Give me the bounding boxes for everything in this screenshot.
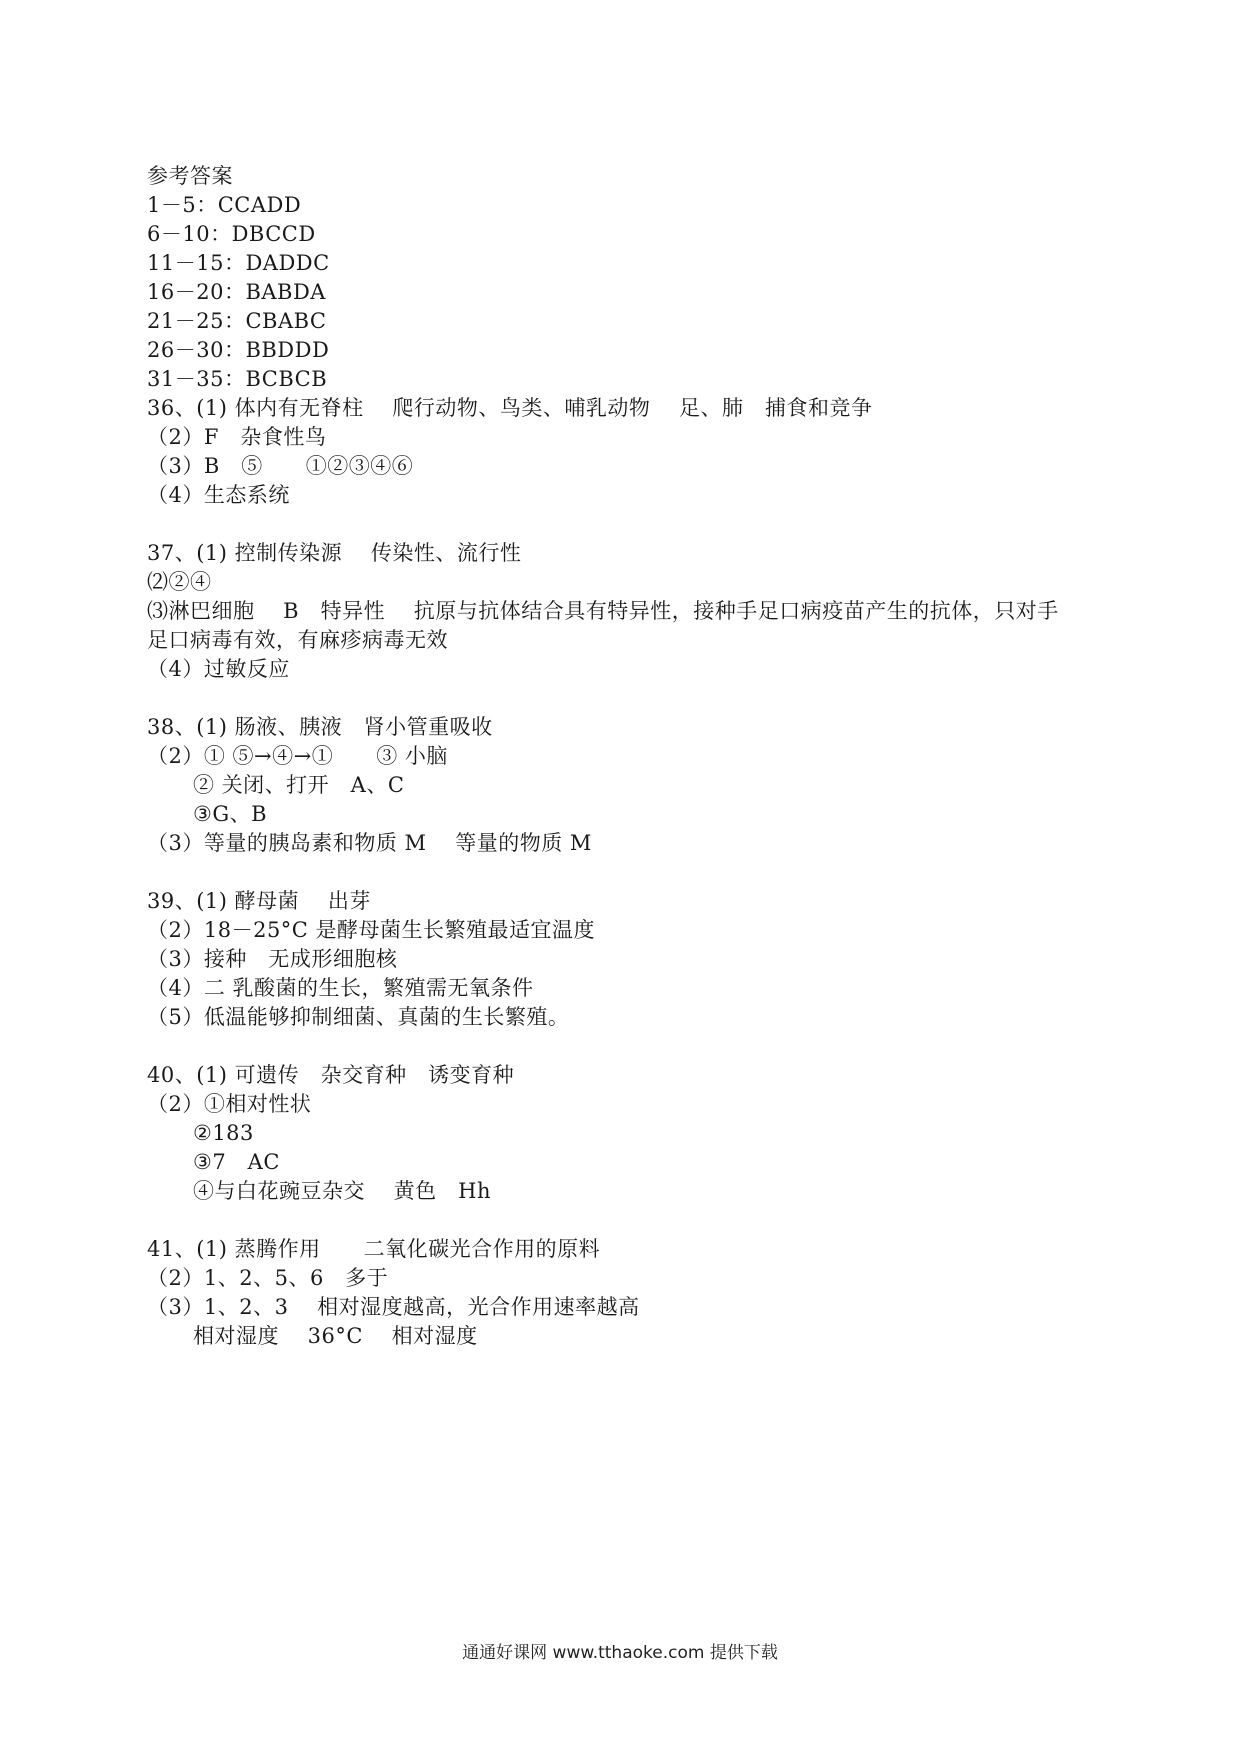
mc-answer-line: 21－25：CBABC	[147, 309, 327, 333]
q37-answer-line: 足口病毒有效，有麻疹病毒无效	[147, 628, 448, 652]
q37-answer-line: 37、(1) 控制传染源 传染性、流行性	[147, 541, 522, 565]
mc-answer-line: 31－35：BCBCB	[147, 367, 328, 391]
mc-answer-line: 1－5：CCADD	[147, 193, 302, 217]
q36-answer-line: （2）F 杂食性鸟	[147, 425, 327, 449]
q40-answer-line: 40、(1) 可遗传 杂交育种 诱变育种	[147, 1063, 515, 1087]
q36-answer-line: 36、(1) 体内有无脊柱 爬行动物、鸟类、哺乳动物 足、肺 捕食和竞争	[147, 396, 873, 420]
q40-answer-line: ②183	[193, 1121, 254, 1145]
q39-answer-line: （3）接种 无成形细胞核	[147, 947, 398, 971]
q38-answer-line: ② 关闭、打开 A、C	[193, 773, 405, 797]
q39-answer-line: （4）二 乳酸菌的生长，繁殖需无氧条件	[147, 976, 534, 1000]
mc-answer-line: 11－15：DADDC	[147, 251, 330, 275]
mc-answer-line: 26－30：BBDDD	[147, 338, 330, 362]
q38-answer-line: （2）① ⑤→④→① ③ 小脑	[147, 744, 448, 768]
q38-answer-line: 38、(1) 肠液、胰液 肾小管重吸收	[147, 715, 493, 739]
q37-answer-line: （4）过敏反应	[147, 657, 290, 681]
q41-answer-line: （2）1、2、5、6 多于	[147, 1266, 389, 1290]
q39-answer-line: 39、(1) 酵母菌 出芽	[147, 889, 371, 913]
q41-answer-line: （3）1、2、3 相对湿度越高，光合作用速率越高	[147, 1295, 640, 1319]
q36-answer-line: （3）B ⑤ ①②③④⑥	[147, 454, 414, 478]
q40-answer-line: ③7 AC	[193, 1150, 280, 1174]
q39-answer-line: （2）18－25°C 是酵母菌生长繁殖最适宜温度	[147, 918, 596, 942]
q36-answer-line: （4）生态系统	[147, 483, 290, 507]
mc-answer-line: 6－10：DBCCD	[147, 222, 316, 246]
q41-answer-line: 41、(1) 蒸腾作用 二氧化碳光合作用的原料	[147, 1237, 601, 1261]
q40-answer-line: ④与白花豌豆杂交 黄色 Hh	[193, 1179, 492, 1203]
document-title: 参考答案	[147, 164, 233, 188]
q37-answer-line: ⑵②④	[147, 570, 212, 594]
footer-download-note: 通通好课网 www.tthaoke.com 提供下载	[462, 1643, 778, 1663]
q37-answer-line: ⑶淋巴细胞 B 特异性 抗原与抗体结合具有特异性，接种手足口病疫苗产生的抗体，只对手	[147, 599, 1059, 623]
q38-answer-line: （3）等量的胰岛素和物质 M 等量的物质 M	[147, 831, 592, 855]
q40-answer-line: （2）①相对性状	[147, 1092, 312, 1116]
mc-answer-line: 16－20：BABDA	[147, 280, 326, 304]
q41-answer-line: 相对湿度 36°C 相对湿度	[193, 1324, 478, 1348]
q39-answer-line: （5）低温能够抑制细菌、真菌的生长繁殖。	[147, 1005, 570, 1029]
q38-answer-line: ③G、B	[193, 802, 268, 826]
